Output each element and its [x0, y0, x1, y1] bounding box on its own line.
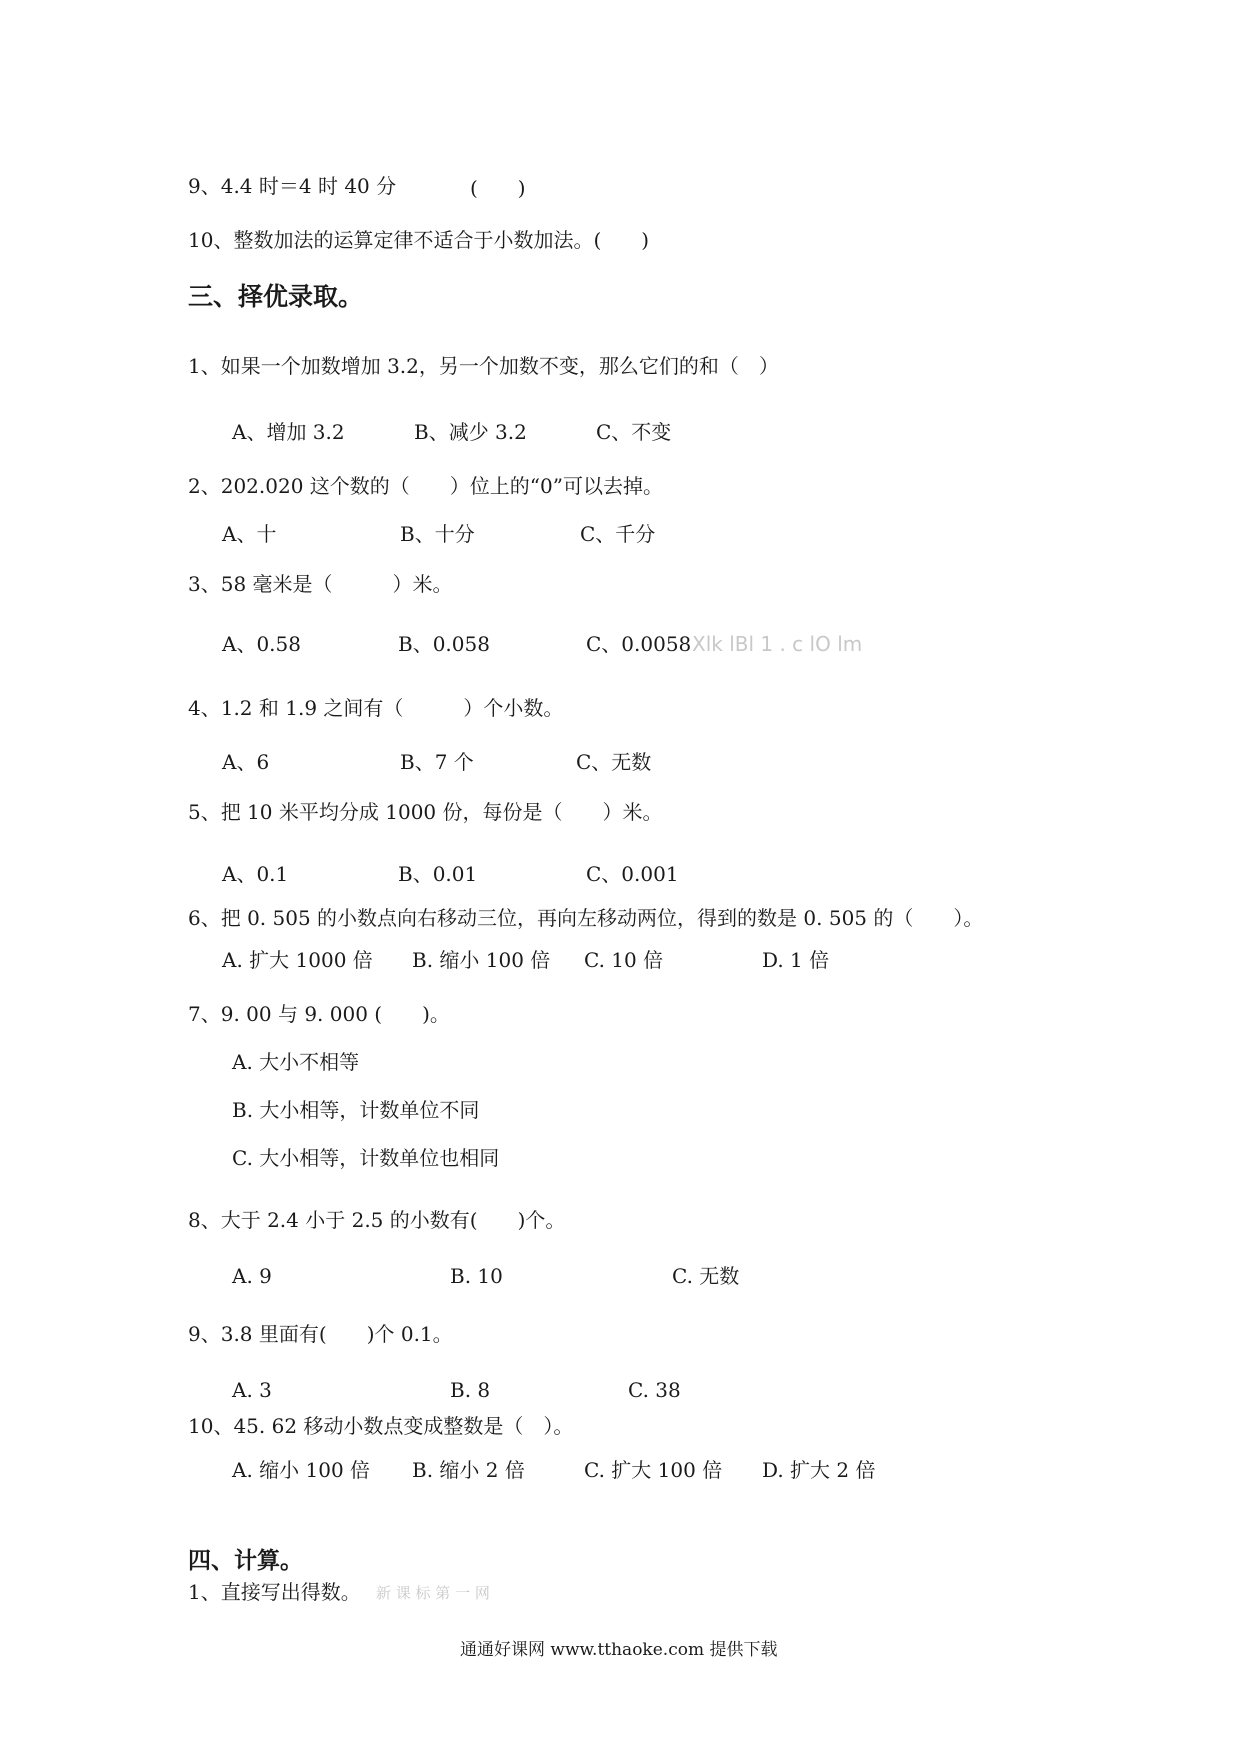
section3-title: 三、择优录取。 — [188, 282, 364, 311]
s3-q2-option-a[interactable]: A、十 — [222, 522, 277, 546]
s3-q10-option-b[interactable]: B. 缩小 2 倍 — [412, 1458, 525, 1482]
judge-q9-answer-paren[interactable]: ( ) — [470, 176, 526, 200]
s3-q5-option-c[interactable]: C、0.001 — [586, 862, 679, 886]
s3-q5-stem: 5、把 10 米平均分成 1000 份，每份是（ ）米。 — [188, 800, 663, 824]
s3-q2-option-c[interactable]: C、千分 — [580, 522, 656, 546]
s3-q4-option-a[interactable]: A、6 — [222, 750, 270, 774]
s3-q3-option-a[interactable]: A、0.58 — [222, 632, 301, 656]
s3-q9-option-b[interactable]: B. 8 — [450, 1378, 491, 1402]
s3-q3-stem: 3、58 毫米是（ ）米。 — [188, 572, 453, 596]
s4-q1-stem: 1、直接写出得数。 — [188, 1580, 361, 1604]
footer-download-note: 通通好课网 www.tthaoke.com 提供下载 — [460, 1640, 778, 1660]
s3-q8-option-a[interactable]: A. 9 — [232, 1264, 272, 1288]
s3-q3-option-c[interactable]: C、0.0058 — [586, 632, 692, 656]
s3-q2-stem: 2、202.020 这个数的（ ）位上的“0”可以去掉。 — [188, 474, 663, 498]
s3-q8-stem: 8、大于 2.4 小于 2.5 的小数有( )个。 — [188, 1208, 566, 1232]
s3-q9-stem: 9、3.8 里面有( )个 0.1。 — [188, 1322, 453, 1346]
section4-title: 四、计算。 — [188, 1548, 303, 1574]
s3-q1-option-c[interactable]: C、不变 — [596, 420, 672, 444]
s3-q7-option-c[interactable]: C. 大小相等，计数单位也相同 — [232, 1146, 500, 1170]
s3-q7-option-a[interactable]: A. 大小不相等 — [232, 1050, 360, 1074]
s3-q4-stem: 4、1.2 和 1.9 之间有（ ）个小数。 — [188, 696, 564, 720]
s3-q6-option-c[interactable]: C. 10 倍 — [584, 948, 664, 972]
s3-q10-option-c[interactable]: C. 扩大 100 倍 — [584, 1458, 723, 1482]
s3-q9-option-c[interactable]: C. 38 — [628, 1378, 681, 1402]
s4-q1-watermark: 新 课 标 第 一 网 — [376, 1584, 490, 1602]
s3-q2-option-b[interactable]: B、十分 — [400, 522, 475, 546]
s3-q7-stem: 7、9. 00 与 9. 000 ( )。 — [188, 1002, 450, 1026]
s3-q6-option-b[interactable]: B. 缩小 100 倍 — [412, 948, 551, 972]
s3-q6-stem: 6、把 0. 505 的小数点向右移动三位，再向左移动两位，得到的数是 0. 505 的（ ）。 — [188, 906, 984, 930]
s3-q6-option-d[interactable]: D. 1 倍 — [762, 948, 830, 972]
judge-q9-text: 9、4.4 时＝4 时 40 分 — [188, 174, 397, 198]
s3-q5-option-a[interactable]: A、0.1 — [222, 862, 289, 886]
s3-q9-option-a[interactable]: A. 3 — [232, 1378, 272, 1402]
s3-q10-option-d[interactable]: D. 扩大 2 倍 — [762, 1458, 876, 1482]
s3-q8-option-c[interactable]: C. 无数 — [672, 1264, 740, 1288]
s3-q8-option-b[interactable]: B. 10 — [450, 1264, 503, 1288]
s3-q3-watermark: Xlk lBl 1 . c lO lm — [692, 632, 863, 656]
s3-q4-option-b[interactable]: B、7 个 — [400, 750, 474, 774]
s3-q1-stem: 1、如果一个加数增加 3.2，另一个加数不变，那么它们的和（ ） — [188, 354, 779, 378]
s3-q1-option-a[interactable]: A、增加 3.2 — [232, 420, 345, 444]
s3-q10-stem: 10、45. 62 移动小数点变成整数是（ ）。 — [188, 1414, 574, 1438]
s3-q6-option-a[interactable]: A. 扩大 1000 倍 — [222, 948, 373, 972]
s3-q10-option-a[interactable]: A. 缩小 100 倍 — [232, 1458, 371, 1482]
judge-q10-text: 10、整数加法的运算定律不适合于小数加法。( ) — [188, 228, 650, 252]
s3-q5-option-b[interactable]: B、0.01 — [398, 862, 478, 886]
s3-q7-option-b[interactable]: B. 大小相等，计数单位不同 — [232, 1098, 480, 1122]
s3-q1-option-b[interactable]: B、减少 3.2 — [414, 420, 527, 444]
s3-q3-option-b[interactable]: B、0.058 — [398, 632, 490, 656]
s3-q4-option-c[interactable]: C、无数 — [576, 750, 652, 774]
